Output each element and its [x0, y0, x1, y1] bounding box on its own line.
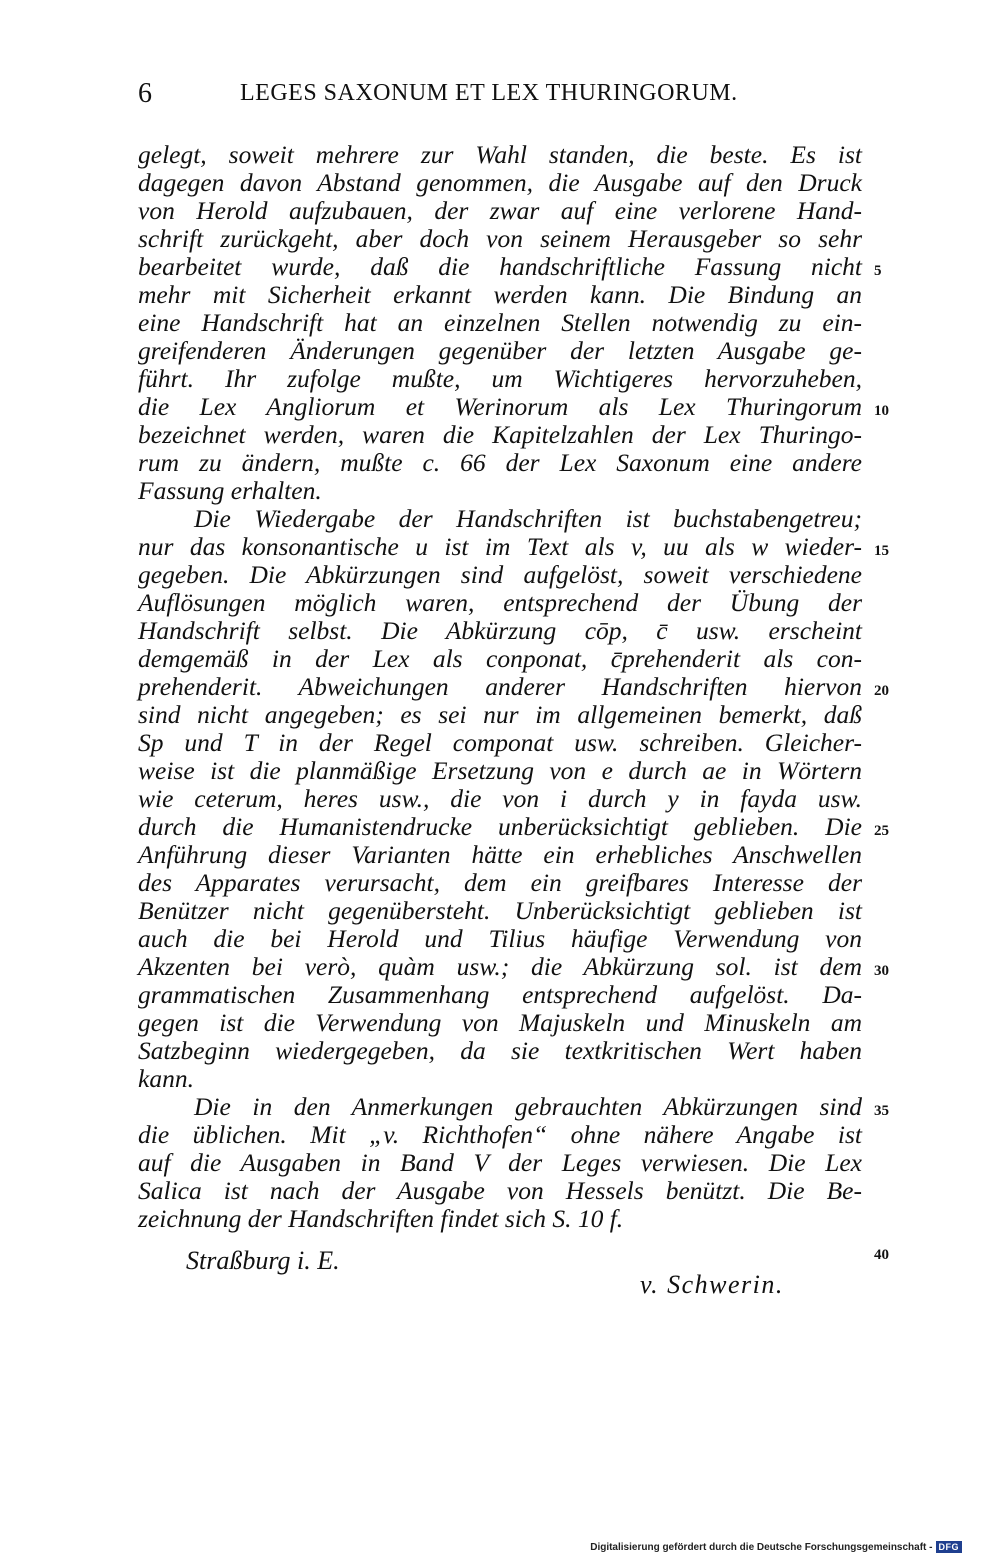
- text-line: auf die Ausgaben in Band V der Leges verwiesen. Die Lex: [138, 1148, 862, 1177]
- text-line: wie ceterum, heres usw., die von i durch y in fayda usw.: [138, 784, 862, 813]
- text-line: Fassung erhalten.: [138, 476, 322, 505]
- text-line: dagegen davon Abstand genommen, die Ausgabe auf den Druck: [138, 168, 862, 197]
- text-line: Akzenten bei verò, quàm usw.; die Abkürzung sol. ist dem: [138, 952, 862, 981]
- text-line: bearbeitet wurde, daß die handschriftliche Fassung nicht: [138, 252, 862, 281]
- text-line: kann.: [138, 1064, 194, 1093]
- place-line: Straßburg i. E.: [186, 1246, 340, 1275]
- text-line: grammatischen Zusammenhang entsprechend aufgelöst. Da-: [138, 980, 862, 1009]
- text-line: eine Handschrift hat an einzelnen Stellen notwendig zu ein-: [138, 308, 862, 337]
- text-line: die Lex Angliorum et Werinorum als Lex Thuringorum: [138, 392, 862, 421]
- text-line: nur das konsonantische u ist im Text als v, uu als w wieder-: [138, 532, 862, 561]
- line-number: 5: [874, 263, 882, 279]
- text-line: gegen ist die Verwendung von Majuskeln und Minuskeln am: [138, 1008, 862, 1037]
- text-line: Anführung dieser Varianten hätte ein erhebliches Anschwellen: [138, 840, 862, 869]
- line-number: 40: [874, 1247, 889, 1263]
- dfg-logo: DFG: [936, 1541, 963, 1553]
- text-line: greifenderen Änderungen gegenüber der letzten Ausgabe ge-: [138, 336, 862, 365]
- signature: v. Schwerin.: [640, 1270, 784, 1299]
- text-line: sind nicht angegeben; es sei nur im allgemeinen bemerkt, daß: [138, 700, 862, 729]
- line-number: 20: [874, 683, 889, 699]
- text-line: mehr mit Sicherheit erkannt werden kann. Die Bindung an: [138, 280, 862, 309]
- text-line: schrift zurückgeht, aber doch von seinem Herausgeber so sehr: [138, 224, 862, 253]
- text-line: bezeichnet werden, waren die Kapitelzahlen der Lex Thuringo-: [138, 420, 862, 449]
- line-number: 35: [874, 1103, 889, 1119]
- text-line: Handschrift selbst. Die Abkürzung cōp, c̄ usw. erscheint: [138, 616, 862, 645]
- text-line: Die in den Anmerkungen gebrauchten Abkürzungen sind: [194, 1092, 862, 1121]
- text-line: Satzbeginn wiedergegeben, da sie textkritischen Wert haben: [138, 1036, 862, 1065]
- text-line: auch die bei Herold und Tilius häufige Verwendung von: [138, 924, 862, 953]
- text-line: führt. Ihr zufolge mußte, um Wichtigeres hervorzuheben,: [138, 364, 862, 393]
- text-line: gelegt, soweit mehrere zur Wahl standen, die beste. Es ist: [138, 140, 862, 169]
- page-number: 6: [138, 78, 152, 109]
- text-line: Sp und T in der Regel componat usw. schreiben. Gleicher-: [138, 728, 862, 757]
- footer-credit-text: Digitalisierung gefördert durch die Deutsche Forschungsgemeinschaft -: [590, 1541, 933, 1553]
- line-number: 30: [874, 963, 889, 979]
- footer-credit: [590, 1541, 962, 1553]
- line-number: 25: [874, 823, 889, 839]
- line-number: 10: [874, 403, 889, 419]
- text-line: gegeben. Die Abkürzungen sind aufgelöst, soweit verschiedene: [138, 560, 862, 589]
- text-line: weise ist die planmäßige Ersetzung von e durch ae in Wörtern: [138, 756, 862, 785]
- text-line: demgemäß in der Lex als conponat, c̄prehenderit als con-: [138, 644, 862, 673]
- text-line: rum zu ändern, mußte c. 66 der Lex Saxonum eine andere: [138, 448, 862, 477]
- line-number: 15: [874, 543, 889, 559]
- text-line: Benützer nicht gegenübersteht. Unberücksichtigt geblieben ist: [138, 896, 862, 925]
- text-line: des Apparates verursacht, dem ein greifbares Interesse der: [138, 868, 862, 897]
- text-line: Auflösungen möglich waren, entsprechend der Übung der: [138, 588, 862, 617]
- text-line: die üblichen. Mit „v. Richthofen“ ohne nähere Angabe ist: [138, 1120, 862, 1149]
- text-line: von Herold aufzubauen, der zwar auf eine verlorene Hand-: [138, 196, 862, 225]
- text-line: Die Wiedergabe der Handschriften ist buchstabengetreu;: [194, 504, 862, 533]
- text-line: durch die Humanistendrucke unberücksichtigt geblieben. Die: [138, 812, 862, 841]
- running-title: LEGES SAXONUM ET LEX THURINGORUM.: [240, 80, 738, 106]
- text-line: prehenderit. Abweichungen anderer Handschriften hiervon: [138, 672, 862, 701]
- text-line: zeichnung der Handschriften findet sich S. 10 f.: [138, 1204, 624, 1233]
- text-line: Salica ist nach der Ausgabe von Hessels benützt. Die Be-: [138, 1176, 862, 1205]
